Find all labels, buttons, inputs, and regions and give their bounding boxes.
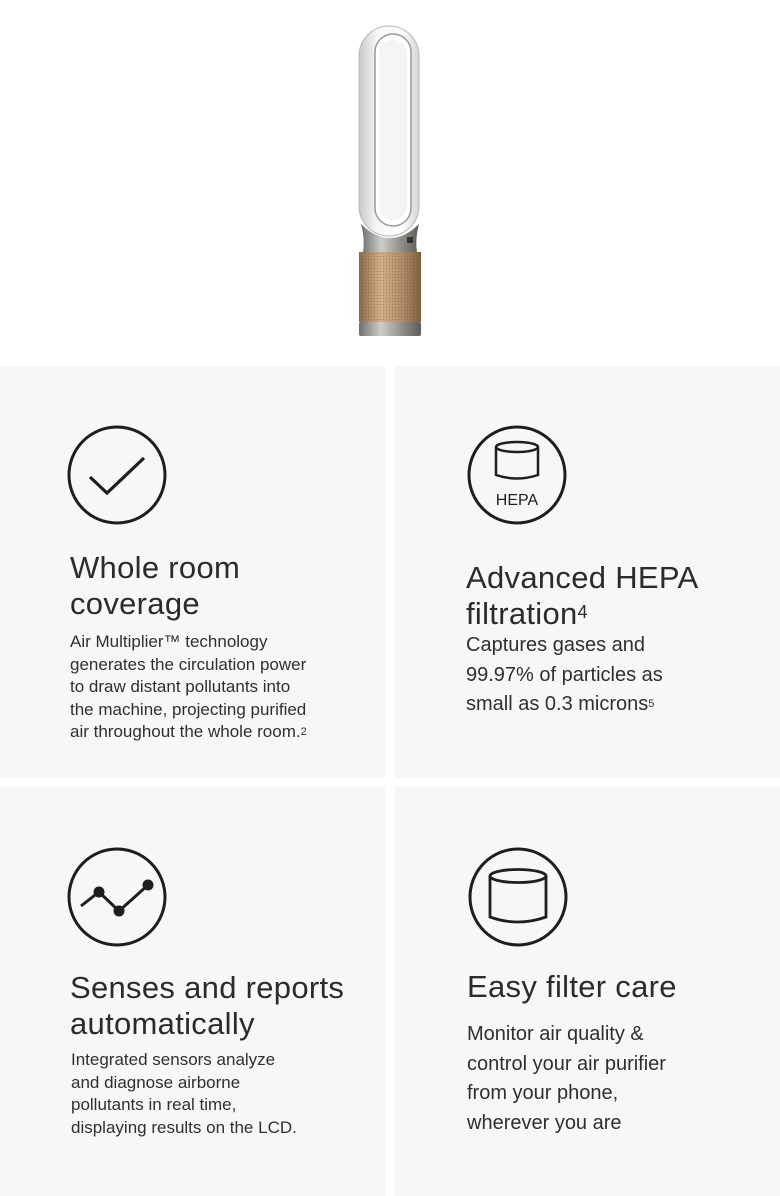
feature-title: Easy filter care xyxy=(467,969,677,1004)
feature-description: Integrated sensors analyze and diagnose airborne pollutants in real time, displaying results on the LCD. xyxy=(71,1050,297,1137)
feature-title: Advanced HEPA filtration$^4$ xyxy=(466,560,699,631)
feature-title: Whole room coverage xyxy=(70,550,241,621)
checkmark-icon xyxy=(67,425,167,525)
feature-card-sensors xyxy=(0,786,385,1196)
hepa-filter-icon xyxy=(467,425,567,525)
feature-card-whole-room xyxy=(0,366,385,778)
filter-cylinder-icon xyxy=(468,847,568,947)
feature-description: Air Multiplier™ technology generates the circulation power to draw distant pollutants into the machine, projecting purified air throughout the whole room.$^2$ xyxy=(70,632,307,741)
feature-description: Captures gases and 99.97% of particles as small as 0.3 microns$^5$ xyxy=(466,634,663,715)
feature-description: Monitor air quality & control your air purifier from your phone, wherever you are xyxy=(467,1023,666,1134)
line-graph-icon xyxy=(67,847,167,947)
svg-text:HEPA: HEPA xyxy=(495,492,539,509)
product-hero xyxy=(0,0,780,366)
feature-title: Senses and reports automatically xyxy=(70,970,345,1041)
product-image xyxy=(355,24,425,340)
feature-card-hepa xyxy=(395,366,780,778)
feature-card-filter-care xyxy=(395,786,780,1196)
